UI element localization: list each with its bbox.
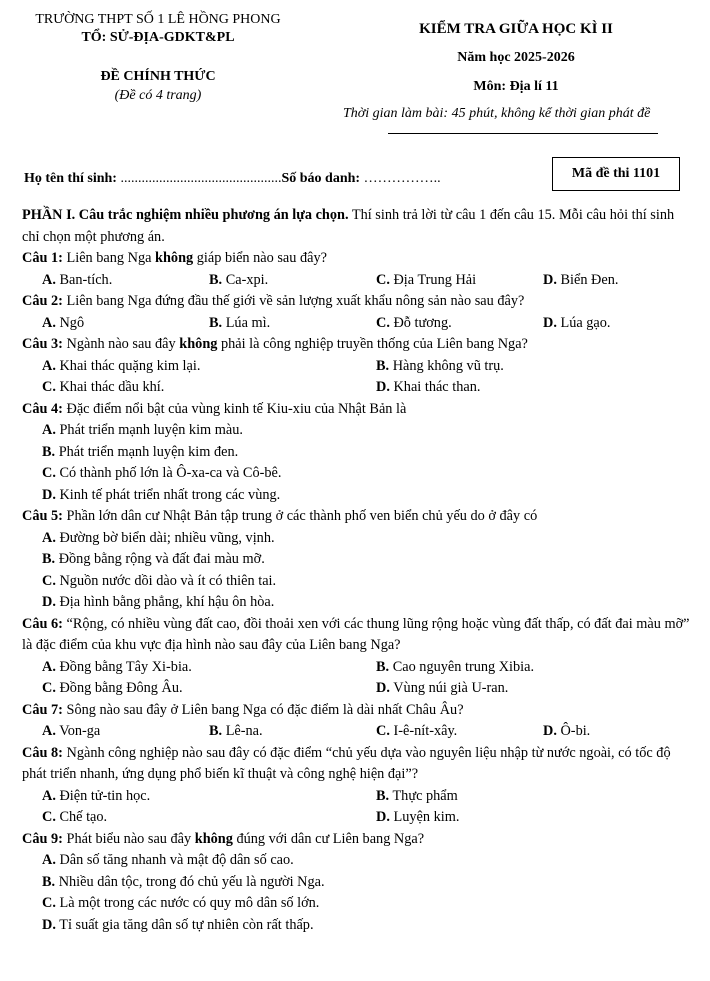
option-text: Đồng bằng rộng và đất đai màu mỡ. (55, 551, 265, 567)
exam-title: KIỂM TRA GIỮA HỌC KÌ II (419, 21, 613, 37)
option-text: Lê-na. (222, 723, 263, 739)
option-text: Lúa gạo. (556, 314, 611, 331)
option-text: Ca-xpi. (222, 271, 269, 288)
header-divider (388, 133, 658, 134)
answer-options (22, 850, 690, 936)
question-text-end: phải là công nghiệp truyền thống của Liên bang Nga? (217, 336, 528, 352)
school-name: TRƯỜNG THPT SỐ 1 LÊ HỒNG PHONG (35, 12, 281, 27)
option-text: Khai thác than. (389, 379, 481, 395)
question-stem (22, 743, 690, 786)
option-text: Đỗ tương. (389, 314, 452, 331)
student-info-line (24, 171, 441, 187)
answer-option-c (42, 807, 376, 829)
option-text: Điện tử-tin học. (55, 787, 151, 804)
question-text: Phát biểu nào sau đây (62, 830, 195, 847)
option-letter: C. (42, 465, 56, 481)
question-emphasis: không (155, 250, 194, 266)
answer-option-b (209, 270, 376, 292)
answer-options (22, 657, 690, 700)
option-letter: B. (42, 443, 56, 460)
option-letter: B. (209, 723, 223, 739)
option-letter: B. (376, 357, 390, 374)
question-text: Phần lớn dân cư Nhật Bản tập trung ở các thành phố ven biển chủ yếu do ở đây có (62, 508, 538, 524)
question-text: “Rộng, có nhiều vùng đất cao, đồi thoải xen với các thung lũng rộng hoặc vùng đất thấp, có đất đai màu mỡ” là đặc điểm của khu vực địa hình nào sau đây của Liên bang Nga? (22, 615, 690, 653)
option-letter: B. (42, 873, 56, 890)
answer-option-c (376, 721, 543, 743)
question-label: Câu 5: (22, 508, 63, 524)
question-text-end: giáp biển nào sau đây? (193, 250, 327, 266)
question-label: Câu 8: (22, 744, 63, 761)
option-letter: D. (376, 809, 390, 825)
answer-option-c (42, 463, 690, 485)
question-text: Liên bang Nga (62, 250, 156, 266)
question-emphasis: không (179, 336, 218, 352)
question-8 (22, 743, 690, 829)
id-label: Số báo danh: (281, 171, 361, 186)
answer-option-c (376, 270, 543, 292)
question-stem (22, 700, 690, 722)
option-letter: D. (376, 379, 390, 395)
section-heading (22, 205, 690, 248)
answer-options (22, 356, 690, 399)
option-text: Khai thác dầu khí. (55, 379, 165, 395)
question-label: Câu 3: (22, 336, 63, 352)
option-text: Địa Trung Hải (389, 271, 477, 288)
answer-option-b (376, 786, 710, 808)
answer-option-c (42, 571, 690, 593)
option-letter: C. (42, 379, 56, 395)
answer-option-b (376, 356, 710, 378)
section-instruction: Thí sinh trả lời từ câu 1 đến câu 15. Mỗi câu hỏi thí sinh chỉ chọn một phương án. (22, 207, 675, 245)
option-text: Khai thác quặng kim lại. (55, 357, 201, 374)
subject: Môn: Địa lí 11 (473, 79, 559, 94)
answer-option-a (42, 420, 690, 442)
question-text-end: đúng với dân cư Liên bang Nga? (232, 830, 425, 847)
option-text: Đường bờ biển dài; nhiều vũng, vịnh. (55, 529, 275, 546)
question-list (22, 248, 690, 936)
option-text: Phát triển mạnh luyện kim màu. (55, 422, 243, 438)
option-text: Thực phẩm (389, 787, 458, 804)
option-text: Ô-bi. (556, 723, 591, 739)
answer-option-a (42, 356, 376, 378)
option-text: Ban-tích. (55, 271, 113, 288)
question-label: Câu 1: (22, 250, 63, 266)
option-letter: D. (543, 723, 557, 739)
question-stem (22, 334, 690, 356)
answer-option-c (42, 377, 376, 399)
answer-option-d (376, 377, 710, 399)
answer-option-d (376, 807, 710, 829)
duration: Thời gian làm bài: 45 phút, không kể thời gian phát đề (343, 106, 651, 121)
option-text: Phát triển mạnh luyện kim đen. (55, 443, 239, 460)
answer-options (22, 786, 690, 829)
department-name: TỔ: SỬ-ĐỊA-GDKT&PL (81, 30, 235, 45)
option-text: Biển Đen. (556, 271, 619, 288)
option-letter: A. (42, 422, 56, 438)
question-label: Câu 9: (22, 830, 63, 847)
answer-option-b (209, 313, 376, 335)
question-text: Sông nào sau đây ở Liên bang Nga có đặc điểm là dài nhất Châu Âu? (62, 701, 464, 718)
question-text: Ngành công nghiệp nào sau đây có đặc điểm “chủ yếu dựa vào nguyên liệu nhập từ nước ngoài, có tốc độ phát triển nhanh, ứng dụng phổ biến kĩ thuật và công nghệ hiện đại”? (22, 744, 671, 782)
answer-option-c (42, 893, 690, 915)
option-text: Tỉ suất gia tăng dân số tự nhiên còn rất thấp. (55, 916, 314, 933)
question-5 (22, 506, 690, 614)
answer-option-a (42, 786, 376, 808)
answer-option-b (42, 872, 690, 894)
answer-option-b (376, 657, 710, 679)
option-letter: C. (42, 809, 56, 825)
option-text: Von-ga (55, 723, 101, 739)
answer-options (22, 420, 690, 506)
question-label: Câu 7: (22, 701, 63, 718)
option-letter: C. (376, 314, 390, 331)
option-letter: C. (42, 680, 56, 696)
option-text: Cao nguyên trung Xibia. (389, 658, 535, 675)
question-label: Câu 2: (22, 293, 63, 309)
option-text: Ngô (55, 314, 85, 331)
name-label: Họ tên thí sinh: (24, 171, 117, 186)
name-blank: .............................................. (120, 171, 282, 186)
question-emphasis: không (194, 830, 233, 847)
option-letter: D. (42, 594, 56, 610)
option-text: Kinh tế phát triển nhất trong các vùng. (55, 486, 281, 503)
question-text: Đặc điểm nổi bật của vùng kinh tế Kiu-xiu của Nhật Bản là (62, 400, 407, 417)
option-text: Địa hình bằng phẳng, khí hậu ôn hòa. (55, 594, 275, 610)
question-label: Câu 6: (22, 615, 63, 632)
question-3 (22, 334, 690, 399)
answer-option-a (42, 313, 209, 335)
option-letter: B. (209, 314, 223, 331)
question-text: Ngành nào sau đây (62, 336, 180, 352)
option-letter: A. (42, 787, 56, 804)
option-letter: A. (42, 529, 56, 546)
option-letter: A. (42, 658, 56, 675)
option-text: Dân số tăng nhanh và mật độ dân số cao. (55, 852, 294, 868)
question-1 (22, 248, 690, 291)
option-letter: D. (543, 271, 557, 288)
option-letter: D. (543, 314, 557, 331)
option-text: Hàng không vũ trụ. (389, 357, 504, 374)
answer-option-a (42, 270, 209, 292)
option-text: Nguồn nước dồi dào và ít có thiên tai. (55, 572, 277, 589)
option-letter: A. (42, 314, 56, 331)
option-text: Có thành phố lớn là Ô-xa-ca và Cô-bê. (55, 465, 282, 481)
pages-note: (Đề có 4 trang) (114, 88, 202, 103)
question-stem (22, 614, 690, 657)
option-letter: C. (42, 895, 56, 911)
question-4 (22, 399, 690, 507)
answer-option-a (42, 850, 690, 872)
option-text: Vùng núi già U-ran. (389, 680, 509, 696)
question-6 (22, 614, 690, 700)
option-letter: B. (42, 551, 56, 567)
answer-options (22, 270, 690, 292)
answer-option-d (543, 270, 710, 292)
option-letter: C. (376, 271, 390, 288)
question-stem (22, 291, 690, 313)
answer-option-d (376, 678, 710, 700)
option-text: Luyện kim. (389, 809, 460, 825)
question-7 (22, 700, 690, 743)
option-letter: D. (42, 486, 56, 503)
answer-option-b (209, 721, 376, 743)
option-letter: A. (42, 357, 56, 374)
answer-option-c (376, 313, 543, 335)
option-letter: B. (376, 658, 390, 675)
answer-options (22, 528, 690, 614)
option-letter: C. (42, 572, 56, 589)
question-stem (22, 248, 690, 270)
option-text: Nhiều dân tộc, trong đó chủ yếu là người Nga. (55, 873, 325, 890)
option-text: Là một trong các nước có quy mô dân số lớn. (55, 895, 320, 911)
answer-options (22, 721, 690, 743)
option-text: I-ê-nít-xây. (389, 723, 458, 739)
option-text: Đồng bằng Tây Xi-bia. (55, 658, 192, 675)
answer-option-d (543, 313, 710, 335)
option-letter: B. (376, 787, 390, 804)
answer-option-d (42, 915, 690, 937)
question-label: Câu 4: (22, 400, 63, 417)
answer-option-d (543, 721, 710, 743)
exam-code-box: Mã đề thi 1101 (552, 157, 680, 191)
option-letter: D. (42, 916, 56, 933)
exam-body (22, 205, 690, 936)
answer-option-a (42, 657, 376, 679)
id-blank: …………….. (363, 171, 441, 186)
question-9 (22, 829, 690, 937)
option-text: Đồng bằng Đông Âu. (55, 680, 183, 696)
section-title: PHẦN I. Câu trắc nghiệm nhiều phương án lựa chọn. (22, 207, 349, 223)
answer-option-c (42, 678, 376, 700)
option-text: Chế tạo. (55, 809, 108, 825)
question-stem (22, 829, 690, 851)
answer-option-b (42, 442, 690, 464)
answer-option-a (42, 721, 209, 743)
answer-option-b (42, 549, 690, 571)
option-letter: A. (42, 852, 56, 868)
option-letter: B. (209, 271, 223, 288)
option-letter: A. (42, 723, 56, 739)
official-label: ĐỀ CHÍNH THỨC (100, 69, 216, 84)
option-text: Lúa mì. (222, 314, 271, 331)
answer-option-d (42, 485, 690, 507)
answer-option-a (42, 528, 690, 550)
question-2 (22, 291, 690, 334)
option-letter: C. (376, 723, 390, 739)
option-letter: A. (42, 271, 56, 288)
question-stem (22, 506, 690, 528)
answer-option-d (42, 592, 690, 614)
question-stem (22, 399, 690, 421)
answer-options (22, 313, 690, 335)
question-text: Liên bang Nga đứng đầu thế giới về sản lượng xuất khẩu nông sản nào sau đây? (62, 293, 525, 309)
option-letter: D. (376, 680, 390, 696)
school-year: Năm học 2025-2026 (457, 50, 575, 65)
